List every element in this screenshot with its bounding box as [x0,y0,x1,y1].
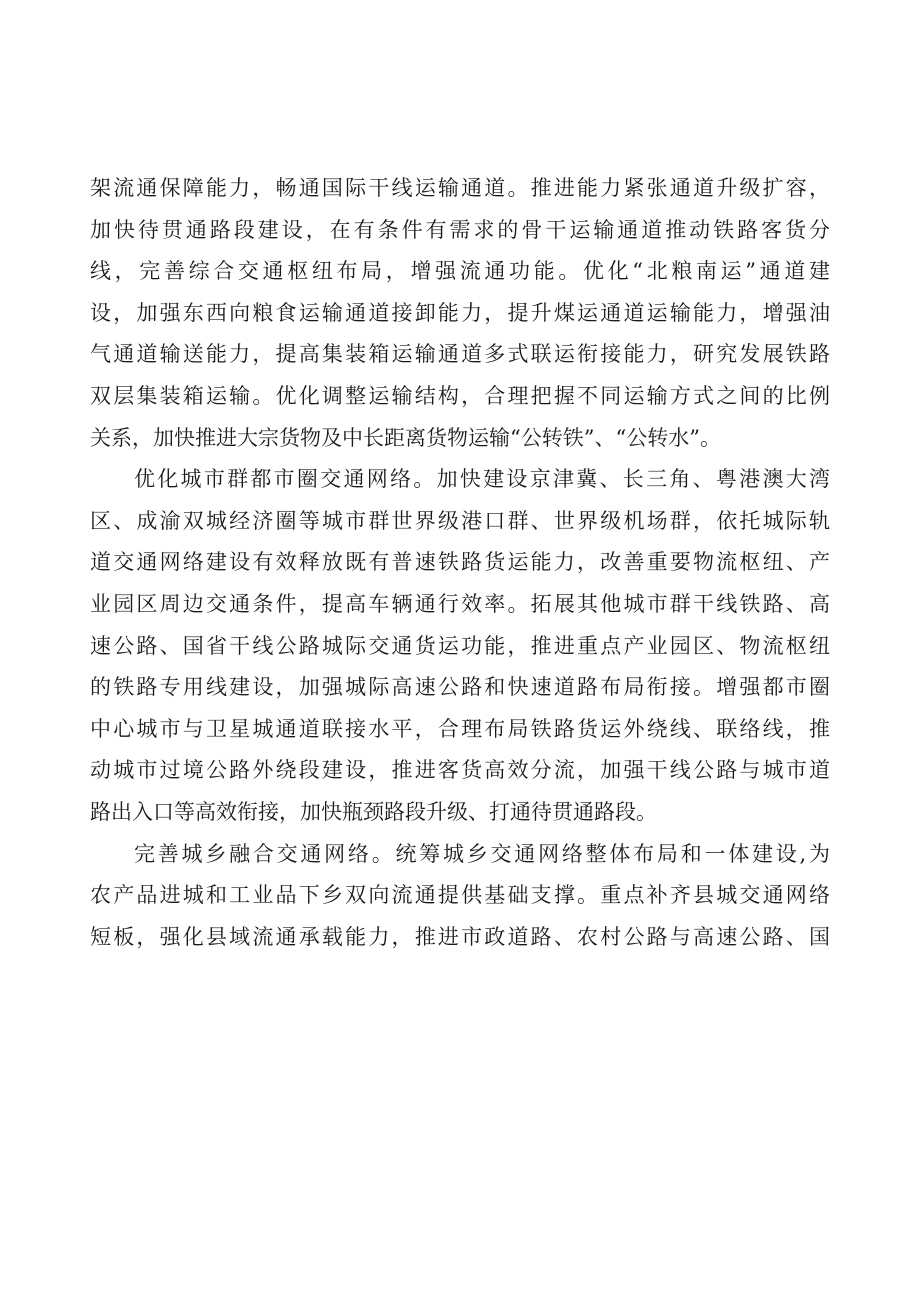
text-line: 双层集装箱运输。优化调整运输结构，合理把握不同运输方式之间的比例 [90,383,830,408]
text-line: 线，完善综合交通枢纽布局，增强流通功能。优化“北粮南运”通道建 [90,259,830,284]
text-line: 的铁路专用线建设，加强城际高速公路和快速道路布局衔接。增强都市圈 [90,675,830,700]
text-line: 加快待贯通路段建设，在有条件有需求的骨干运输通道推动铁路客货分 [90,217,830,242]
text-line: 道交通网络建设有效释放既有普速铁路货运能力，改善重要物流枢纽、产 [90,550,830,575]
text-line: 短板，强化县域流通承载能力，推进市政道路、农村公路与高速公路、国 [90,924,830,949]
text-line: 架流通保障能力，畅通国际干线运输通道。推进能力紧张通道升级扩容， [90,176,830,200]
document-body [90,168,830,958]
text-line: 业园区周边交通条件，提高车辆通行效率。拓展其他城市群干线铁路、高 [90,591,830,616]
text-line: 动城市过境公路外绕段建设，推进客货高效分流，加强干线公路与城市道 [90,758,830,783]
paragraph-urban-cluster-network [90,459,830,833]
text-line: 完善城乡融合交通网络。统筹城乡交通网络整体布局和一体建设,为 [134,841,830,866]
text-line: 速公路、国省干线公路城际交通货运功能，推进重点产业园区、物流枢纽 [90,633,830,658]
text-line: 优化城市群都市圈交通网络。加快建设京津冀、长三角、粤港澳大湾 [134,467,830,492]
paragraph-transport-channels [90,168,830,459]
text-line: 农产品进城和工业品下乡双向流通提供基础支撑。重点补齐县城交通网络 [90,883,830,908]
text-line: 中心城市与卫星城通道联接水平，合理布局铁路货运外绕线、联络线，推 [90,716,830,741]
text-line: 设，加强东西向粮食运输通道接卸能力，提升煤运通道运输能力，增强油 [90,300,830,325]
text-line: 关系，加快推进大宗货物及中长距离货物运输“公转铁”、“公转水”。 [90,425,721,450]
text-line: 路出入口等高效衔接，加快瓶颈路段升级、打通待贯通路段。 [90,799,657,824]
paragraph-urban-rural-network [90,834,830,959]
text-line: 区、成渝双城经济圈等城市群世界级港口群、世界级机场群，依托城际轨 [90,508,830,533]
text-line: 气通道输送能力，提高集装箱运输通道多式联运衔接能力，研究发展铁路 [90,342,830,367]
